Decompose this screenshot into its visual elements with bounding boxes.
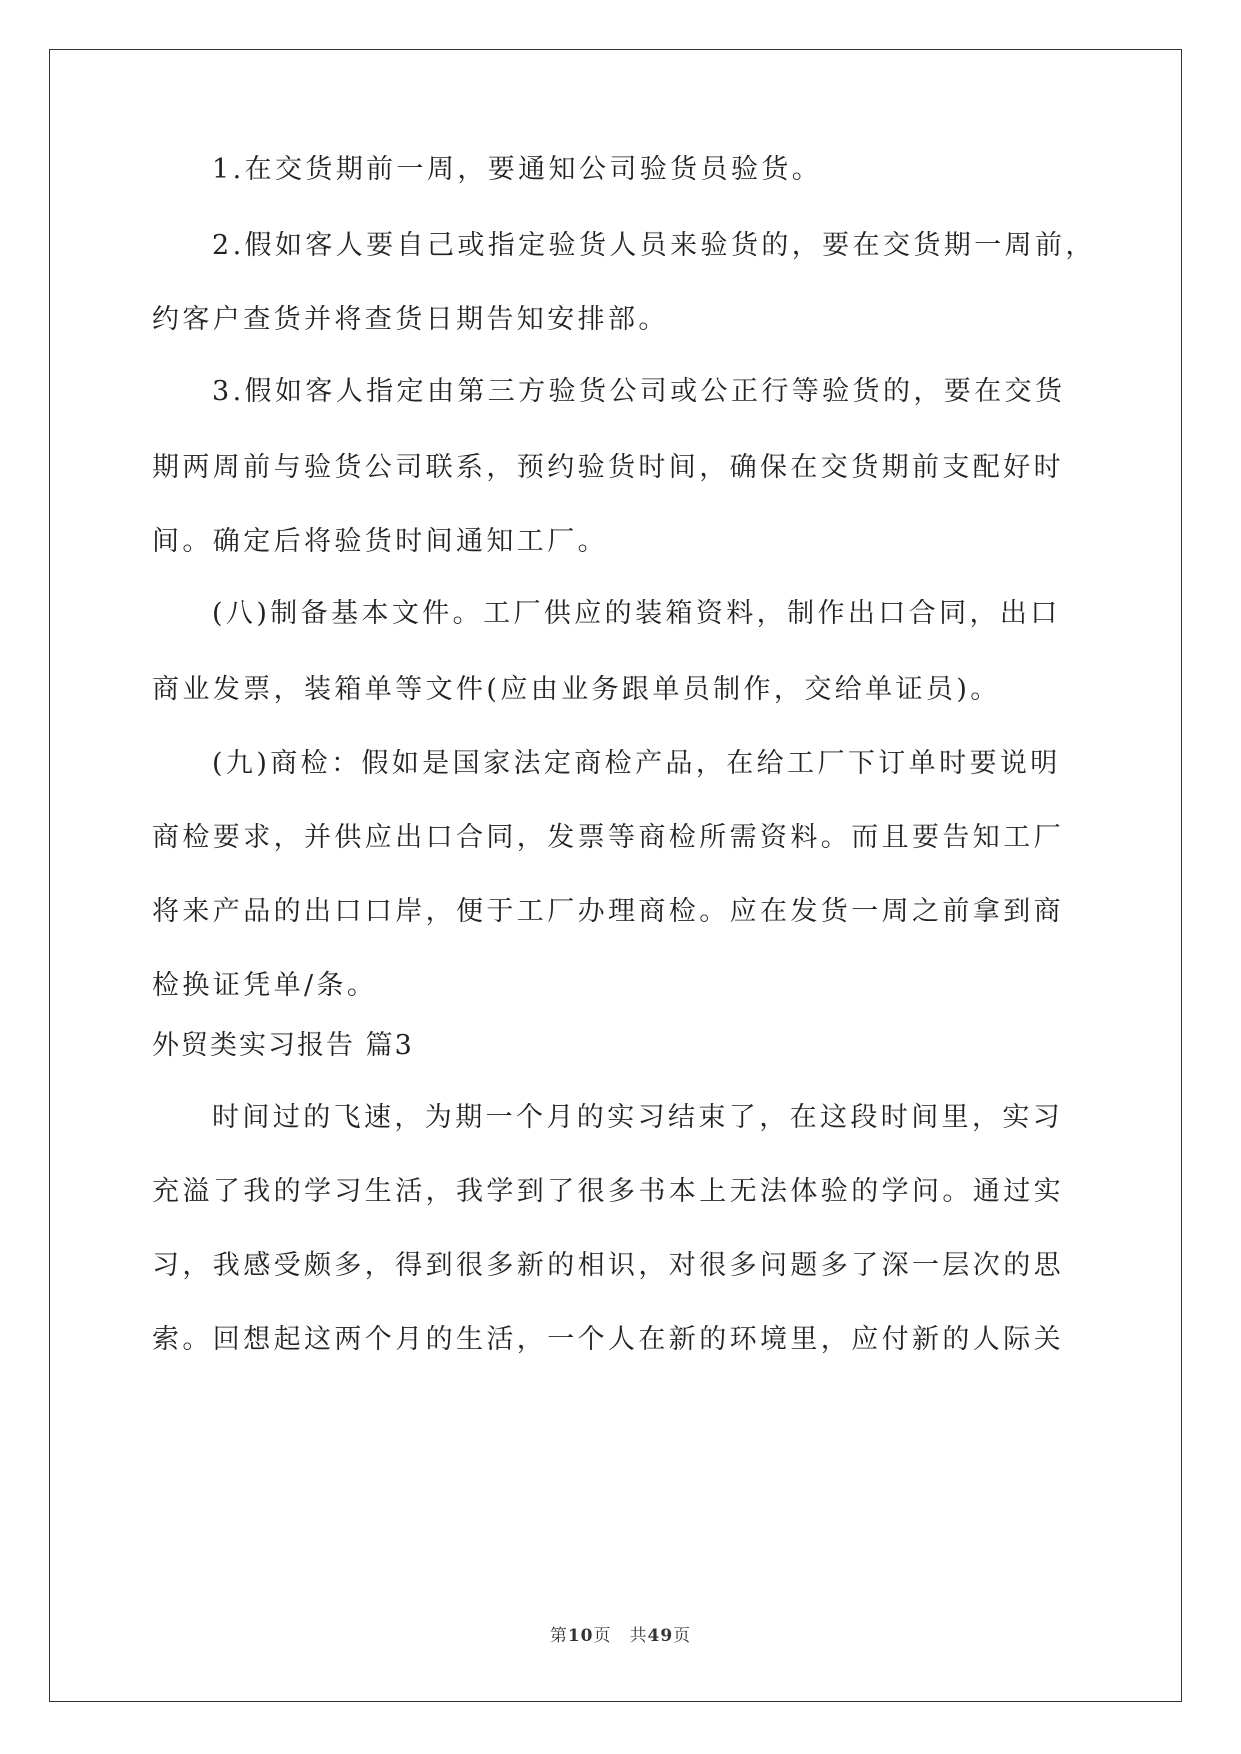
paragraph-line: 将来产品的出口口岸，便于工厂办理商检。应在发货一周之前拿到商 — [152, 896, 1064, 927]
paragraph-line: 商业发票，装箱单等文件(应由业务跟单员制作，交给单证员)。 — [152, 674, 1001, 705]
footer-middle: 页 共 — [593, 1626, 648, 1646]
page-border — [49, 49, 1182, 1702]
paragraph-line: 时间过的飞速，为期一个月的实习结束了，在这段时间里，实习 — [212, 1102, 1064, 1133]
paragraph-line: 索。回想起这两个月的生活，一个人在新的环境里，应付新的人际关 — [152, 1324, 1064, 1355]
footer-prefix: 第 — [549, 1626, 568, 1646]
paragraph-line: 充溢了我的学习生活，我学到了很多书本上无法体验的学问。通过实 — [152, 1176, 1064, 1207]
paragraph-line: 间。确定后将验货时间通知工厂。 — [152, 526, 608, 557]
current-page-number: 10 — [567, 1626, 594, 1646]
paragraph-line: 3.假如客人指定由第三方验货公司或公正行等验货的，要在交货 — [212, 376, 1066, 407]
footer-suffix: 页 — [673, 1626, 692, 1646]
paragraph-line: 习，我感受颇多，得到很多新的相识，对很多问题多了深一层次的思 — [152, 1250, 1064, 1281]
paragraph-line: 商检要求，并供应出口合同，发票等商检所需资料。而且要告知工厂 — [152, 822, 1064, 853]
paragraph-line: 检换证凭单/条。 — [152, 970, 378, 1001]
total-page-number: 49 — [647, 1626, 674, 1646]
paragraph-line: 1.在交货期前一周，要通知公司验货员验货。 — [212, 154, 823, 185]
paragraph-line: (八)制备基本文件。工厂供应的装箱资料，制作出口合同，出口 — [212, 598, 1061, 629]
paragraph-line: 期两周前与验货公司联系，预约验货时间，确保在交货期前支配好时 — [152, 452, 1064, 483]
paragraph-line: 2.假如客人要自己或指定验货人员来验货的，要在交货期一周前， — [212, 230, 1096, 261]
paragraph-line: 约客户查货并将查货日期告知安排部。 — [152, 304, 669, 335]
paragraph-line: (九)商检：假如是国家法定商检产品，在给工厂下订单时要说明 — [212, 748, 1061, 779]
section-heading: 外贸类实习报告 篇3 — [152, 1030, 414, 1061]
page-footer — [0, 1621, 1241, 1646]
